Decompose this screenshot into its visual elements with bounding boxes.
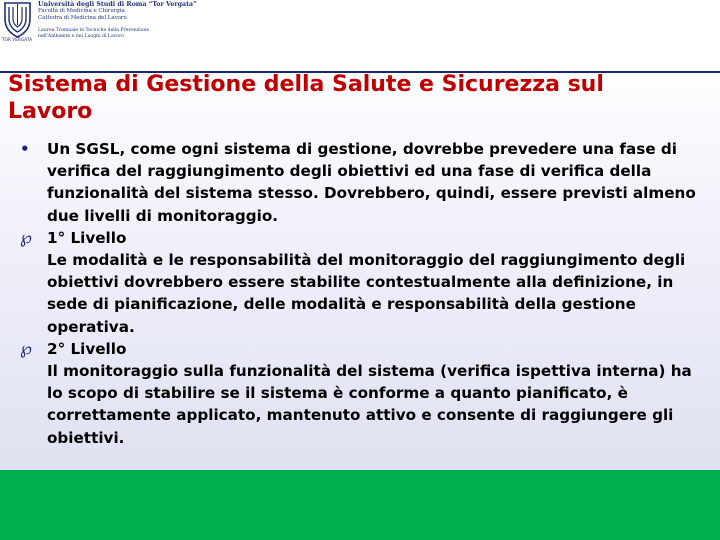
faculty-name: Facoltà di Medicina e Chirurgia <box>38 8 125 14</box>
bullet-pilcrow-icon: ℘ <box>20 227 32 248</box>
bullet-item <box>20 227 710 338</box>
slide-title: Sistema di Gestione della Salute e Sicurezza sul Lavoro <box>8 72 604 124</box>
bullet-item <box>20 138 710 227</box>
footer-bar <box>0 470 720 540</box>
level-label: 2° Livello <box>47 339 127 358</box>
slide-content <box>20 138 710 449</box>
course-name: Laurea Triennale in Tecniche della Prevenzione <box>38 28 150 33</box>
university-text-block <box>38 1 203 40</box>
level-label: 1° Livello <box>47 228 127 247</box>
bullet-text: Il monitoraggio sulla funzionalità del sistema (verifica ispettiva interna) ha lo scopo di stabilire se il sistema è conforme a quanto pianificato, è correttamente applicato, mantenuto attivo e consente di raggiungere gli obiettivi. <box>47 362 692 447</box>
course-name-line2: nell'Ambiente e nei Luoghi di Lavoro <box>38 34 125 39</box>
bullet-text: Un SGSL, come ogni sistema di gestione, dovrebbe prevedere una fase di verifica del raggiungimento degli obiettivi ed una fase di verifica della funzionalità del sistema stesso. Dovrebbero, quindi, essere previsti almeno due livelli di monitoraggio. <box>47 140 696 225</box>
bullet-dot-icon: • <box>20 140 30 158</box>
logo-caption: TOR VERGATA <box>1 38 33 43</box>
university-name: Università degli Studi di Roma “Tor Vergata” <box>38 1 197 8</box>
bullet-text: Le modalità e le responsabilità del monitoraggio del raggiungimento degli obiettivi dovrebbero essere stabilite contestualmente alla definizione, in sede di pianificazione, delle modalità e responsabilità della gestione operativa. <box>47 251 686 336</box>
bullet-pilcrow-icon: ℘ <box>20 338 32 359</box>
chair-name: Cattedra di Medicina del Lavoro <box>38 15 127 21</box>
university-header <box>0 0 200 46</box>
bullet-item <box>20 338 710 449</box>
